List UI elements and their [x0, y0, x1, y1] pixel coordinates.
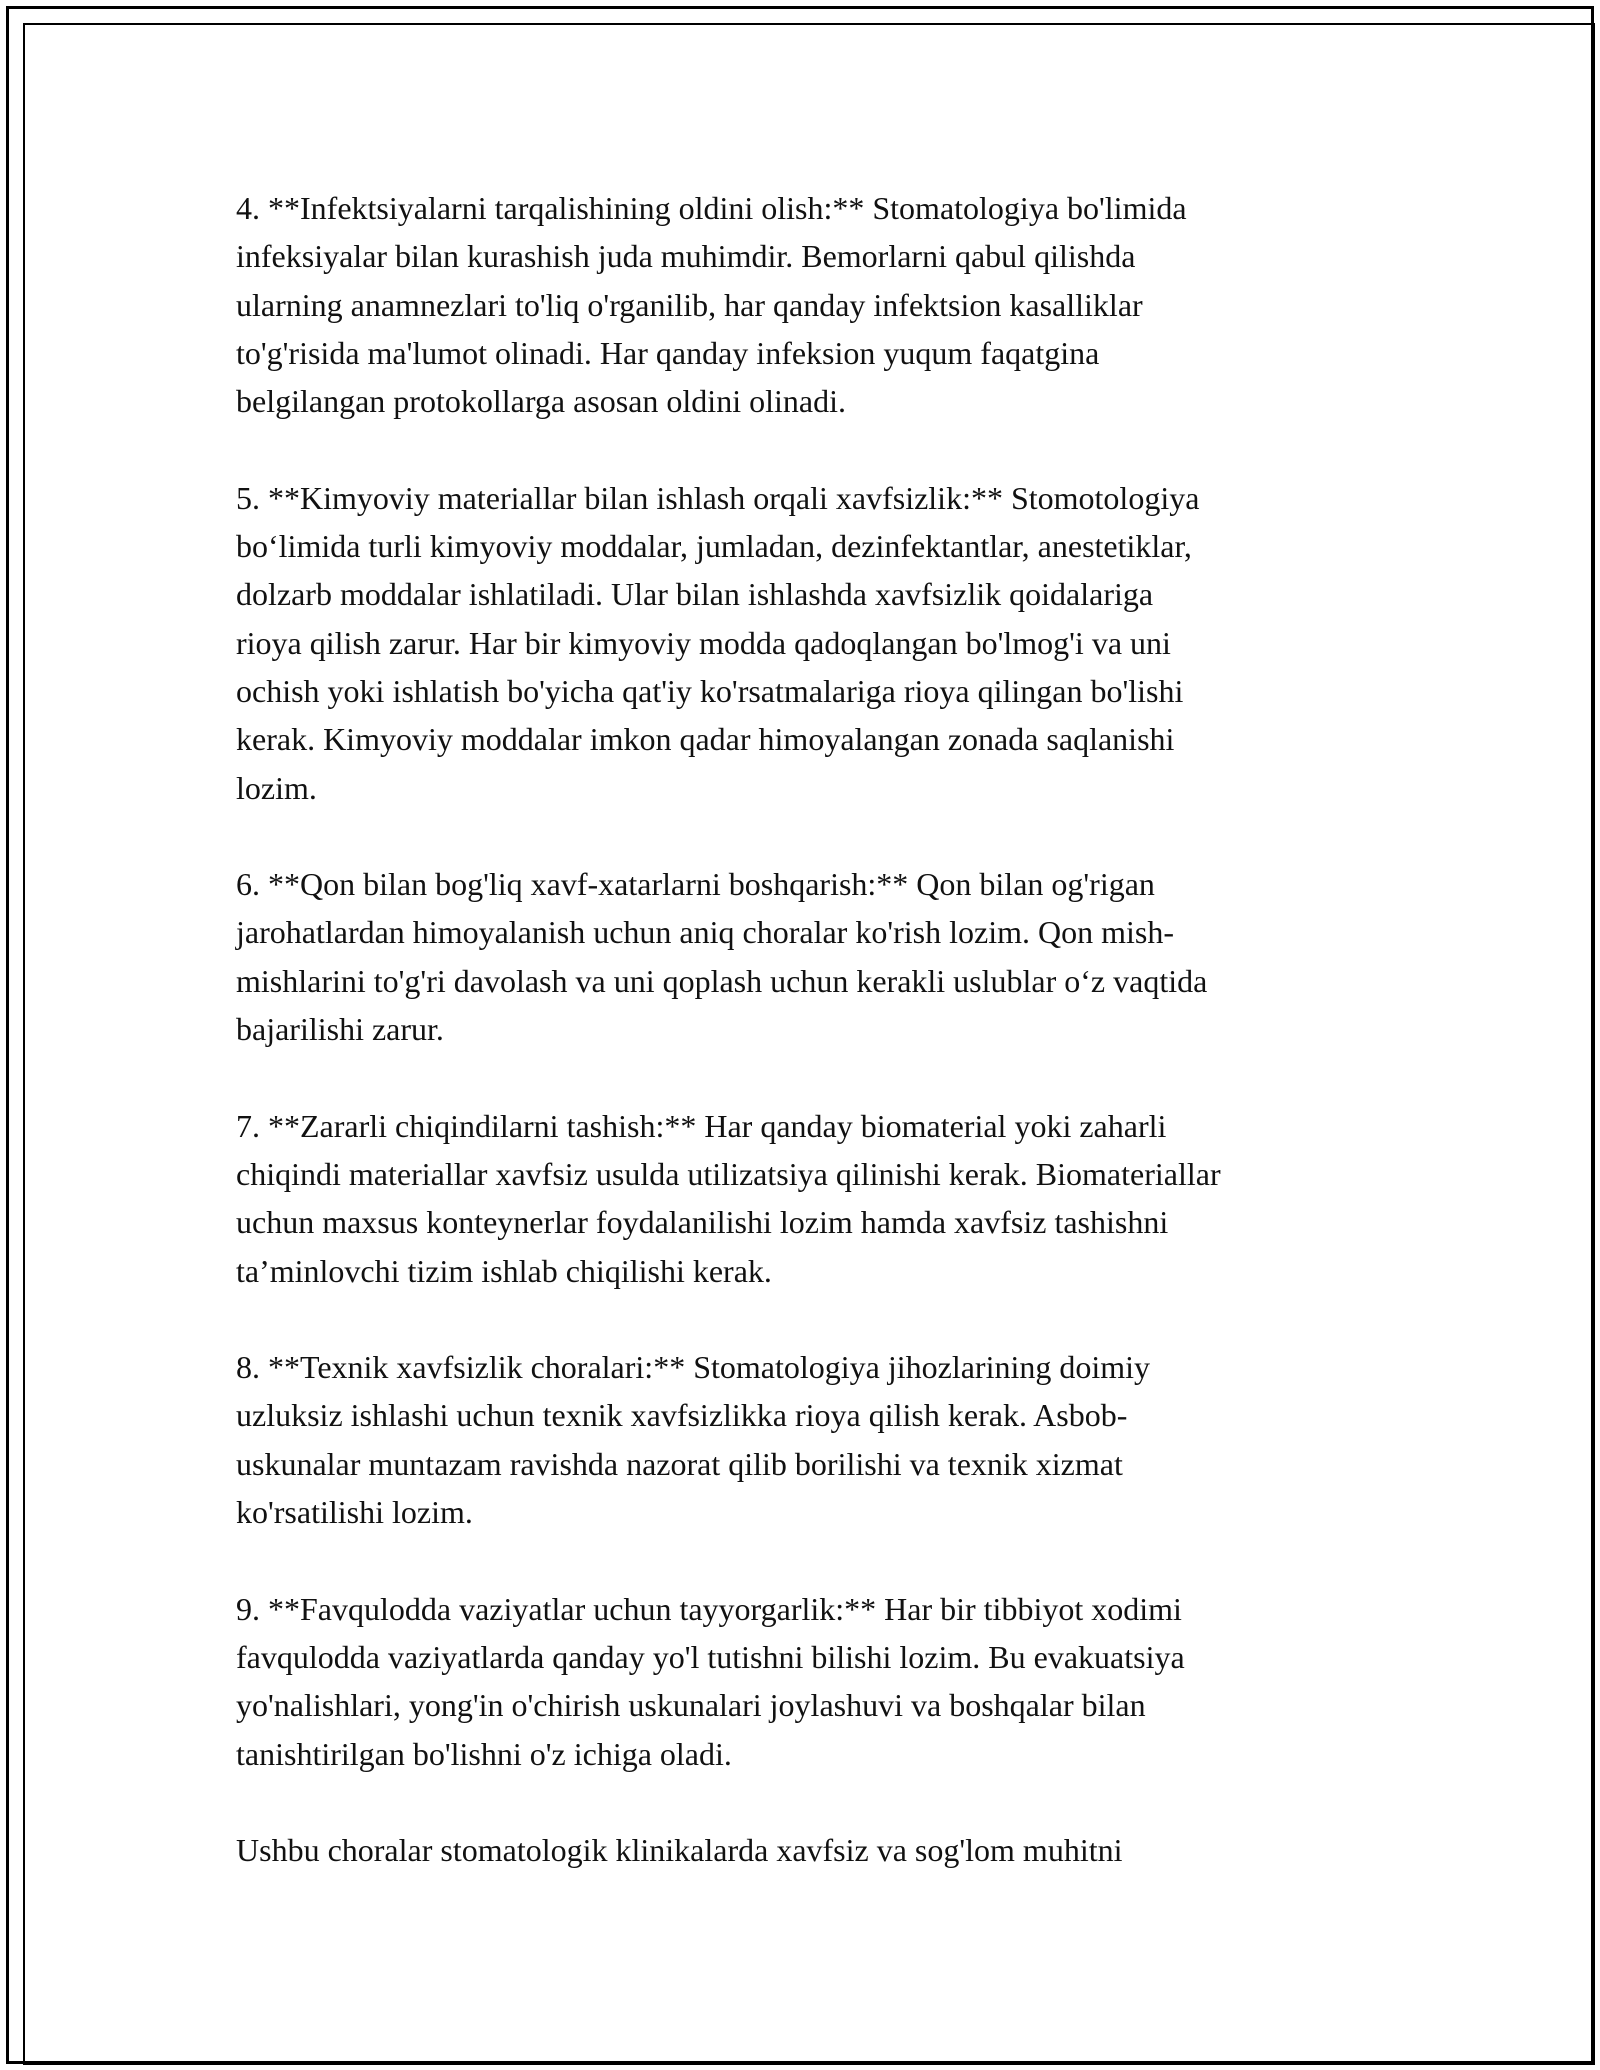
- text-line: kerak. Kimyoviy moddalar imkon qadar himoyalangan zonada saqlanishi: [236, 721, 1175, 758]
- text-line: 5. **Kimyoviy materiallar bilan ishlash orqali xavfsizlik:** Stomotologiya: [236, 479, 1200, 516]
- text-line: rioya qilish zarur. Har bir kimyoviy modda qadoqlangan bo'lmog'i va uni: [236, 624, 1171, 661]
- text-line: dolzarb moddalar ishlatiladi. Ular bilan ishlashda xavfsizlik qoidalariga: [236, 576, 1154, 613]
- text-line: uskunalar muntazam ravishda nazorat qilib borilishi va texnik xizmat: [236, 1445, 1123, 1482]
- text-line: ochish yoki ishlatish bo'yicha qat'iy ko'rsatmalariga rioya qilingan bo'lishi: [236, 672, 1184, 709]
- text-line: bajarilishi zarur.: [236, 1011, 444, 1048]
- text-line: ularning anamnezlari to'liq o'rganilib, har qanday infektsion kasalliklar: [236, 286, 1143, 323]
- text-line: infeksiyalar bilan kurashish juda muhimdir. Bemorlarni qabul qilishda: [236, 238, 1136, 275]
- text-line: to'g'risida ma'lumot olinadi. Har qanday infeksion yuqum faqatgina: [236, 334, 1100, 371]
- text-line: jarohatlardan himoyalanish uchun aniq choralar ko'rish lozim. Qon mish-: [236, 914, 1174, 951]
- paragraph-item-5: [236, 474, 1376, 812]
- text-line: Ushbu choralar stomatologik klinikalarda xavfsiz va sog'lom muhitni: [236, 1832, 1123, 1869]
- paragraph-item-8: [236, 1343, 1376, 1536]
- document-body: [236, 184, 1376, 1874]
- text-line: ko'rsatilishi lozim.: [236, 1494, 473, 1531]
- text-line: uchun maxsus konteynerlar foydalanilishi lozim hamda xavfsiz tashishni: [236, 1204, 1169, 1241]
- text-line: tanishtirilgan bo'lishni o'z ichiga oladi.: [236, 1735, 732, 1772]
- text-line: chiqindi materiallar xavfsiz usulda utilizatsiya qilinishi kerak. Biomateriallar: [236, 1155, 1221, 1192]
- text-line: 8. **Texnik xavfsizlik choralari:** Stomatologiya jihozlarining doimiy: [236, 1349, 1151, 1386]
- text-line: 7. **Zararli chiqindilarni tashish:** Har qanday biomaterial yoki zaharli: [236, 1107, 1167, 1144]
- paragraph-item-6: [236, 860, 1376, 1053]
- paragraph-item-7: [236, 1102, 1376, 1295]
- text-line: 6. **Qon bilan bog'liq xavf-xatarlarni boshqarish:** Qon bilan og'rigan: [236, 866, 1155, 903]
- text-line: uzluksiz ishlashi uchun texnik xavfsizlikka rioya qilish kerak. Asbob-: [236, 1397, 1128, 1434]
- text-line: ta’minlovchi tizim ishlab chiqilishi kerak.: [236, 1252, 772, 1289]
- text-line: bo‘limida turli kimyoviy moddalar, jumladan, dezinfektantlar, anestetiklar,: [236, 528, 1192, 565]
- text-line: favqulodda vaziyatlarda qanday yo'l tutishni bilishi lozim. Bu evakuatsiya: [236, 1638, 1185, 1675]
- text-line: lozim.: [236, 769, 317, 806]
- text-line: 9. **Favqulodda vaziyatlar uchun tayyorgarlik:** Har bir tibbiyot xodimi: [236, 1590, 1182, 1627]
- text-line: belgilangan protokollarga asosan oldini olinadi.: [236, 383, 846, 420]
- paragraph-conclusion: [236, 1826, 1376, 1874]
- paragraph-item-4: [236, 184, 1376, 425]
- text-line: 4. **Infektsiyalarni tarqalishining oldini olish:** Stomatologiya bo'limida: [236, 190, 1187, 226]
- text-line: mishlarini to'g'ri davolash va uni qoplash uchun kerakli uslublar o‘z vaqtida: [236, 962, 1208, 999]
- paragraph-item-9: [236, 1585, 1376, 1778]
- text-line: yo'nalishlari, yong'in o'chirish uskunalari joylashuvi va boshqalar bilan: [236, 1687, 1146, 1724]
